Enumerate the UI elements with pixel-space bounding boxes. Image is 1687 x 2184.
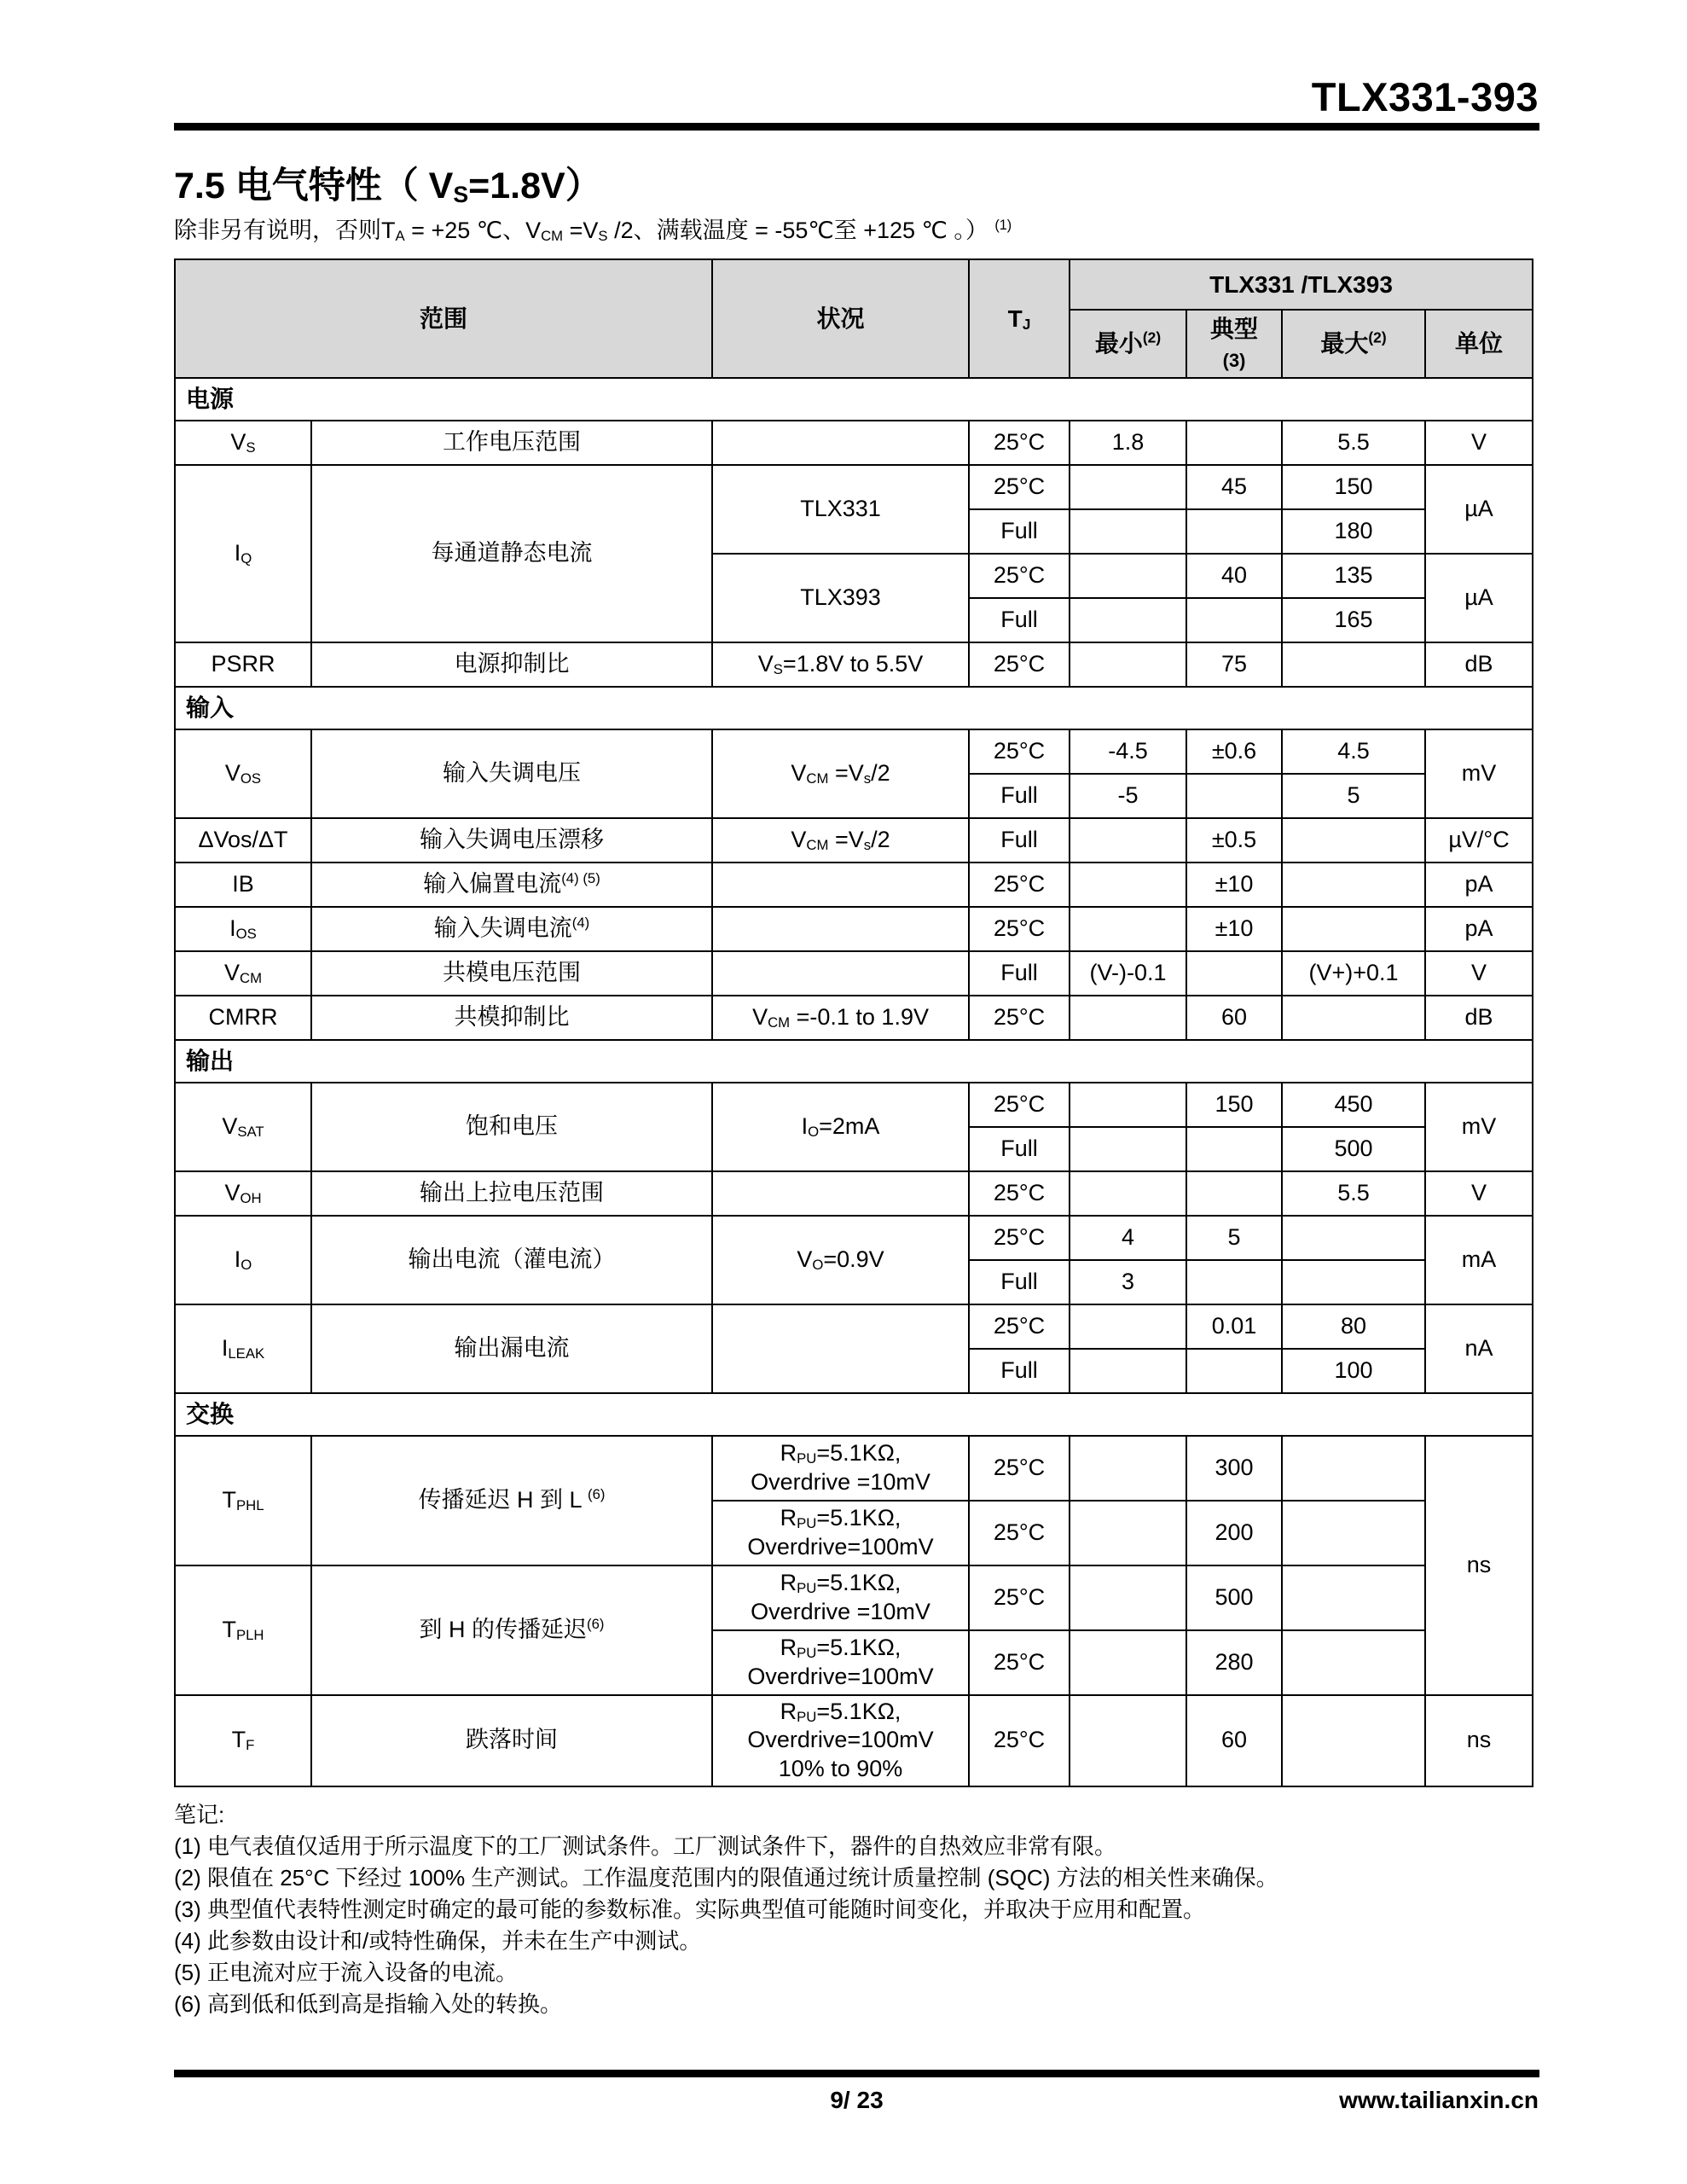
max-value bbox=[1282, 996, 1425, 1040]
col-header-max: 最大$^{(2)}$ bbox=[1282, 310, 1425, 378]
min-value bbox=[1070, 465, 1186, 509]
unit-value: ns bbox=[1425, 1436, 1533, 1695]
param-condition bbox=[712, 421, 969, 465]
min-value bbox=[1070, 1565, 1186, 1630]
param-symbol: $T_{PHL}$ bbox=[175, 1436, 311, 1565]
min-value: 4 bbox=[1070, 1216, 1186, 1260]
typ-value: 40 bbox=[1186, 554, 1282, 598]
tj-value: Full bbox=[969, 1349, 1070, 1393]
max-value bbox=[1282, 1630, 1425, 1695]
typ-value bbox=[1186, 1127, 1282, 1171]
max-value bbox=[1282, 1216, 1425, 1260]
tj-value: 25°C bbox=[969, 1565, 1070, 1630]
tj-value: 25°C bbox=[969, 1216, 1070, 1260]
min-value bbox=[1070, 1304, 1186, 1349]
param-description: 输入失调电压 bbox=[311, 729, 712, 818]
table-body bbox=[175, 259, 1533, 1786]
min-value bbox=[1070, 818, 1186, 863]
unit-value: ns bbox=[1425, 1695, 1533, 1786]
tj-value: Full bbox=[969, 818, 1070, 863]
min-value bbox=[1070, 642, 1186, 687]
param-symbol: $V_{CM}$ bbox=[175, 951, 311, 996]
param-condition bbox=[712, 1171, 969, 1216]
max-value: (V+)+0.1 bbox=[1282, 951, 1425, 996]
tj-value: 25°C bbox=[969, 863, 1070, 907]
param-description: 传播延迟 H 到 L $^{(6)}$ bbox=[311, 1436, 712, 1565]
param-condition: $V_{CM} =V_s/2$ bbox=[712, 818, 969, 863]
typ-value bbox=[1186, 509, 1282, 554]
table-row bbox=[175, 465, 1533, 509]
max-value: 5.5 bbox=[1282, 1171, 1425, 1216]
col-header-condition: 状况 bbox=[712, 259, 969, 378]
note-line: (2) 限值在 25°C 下经过 100% 生产测试。工作温度范围内的限值通过统计质量控制 (SQC) 方法的相关性来确保。 bbox=[174, 1864, 1278, 1891]
param-description: 跌落时间 bbox=[311, 1695, 712, 1786]
param-symbol: CMRR bbox=[175, 996, 311, 1040]
typ-value bbox=[1186, 1260, 1282, 1304]
group-header-part-numbers: TLX331 /TLX393 bbox=[1070, 259, 1533, 310]
table-row bbox=[175, 1695, 1533, 1786]
typ-value: 280 bbox=[1186, 1630, 1282, 1695]
document-title: TLX331-393 bbox=[1311, 74, 1539, 119]
min-value bbox=[1070, 1171, 1186, 1216]
param-condition: TLX331 bbox=[712, 465, 969, 554]
param-symbol: $I_Q$ bbox=[175, 465, 311, 642]
note-line: (6) 高到低和低到高是指输入处的转换。 bbox=[174, 1990, 563, 2017]
param-condition: $V_S=1.8V$ to 5.5V bbox=[712, 642, 969, 687]
min-value bbox=[1070, 1436, 1186, 1501]
tj-value: Full bbox=[969, 1260, 1070, 1304]
typ-value bbox=[1186, 1349, 1282, 1393]
param-description: 输入失调电流$^{(4)}$ bbox=[311, 907, 712, 951]
typ-value: 45 bbox=[1186, 465, 1282, 509]
param-symbol: $I_{LEAK}$ bbox=[175, 1304, 311, 1393]
table-row bbox=[175, 687, 1533, 729]
section-title: 7.5 电气特性（ $V_S=1.8V$） bbox=[174, 166, 602, 207]
typ-value: 75 bbox=[1186, 642, 1282, 687]
page-content bbox=[174, 166, 1540, 2020]
tj-value: Full bbox=[969, 951, 1070, 996]
param-symbol: PSRR bbox=[175, 642, 311, 687]
col-header-range: 范围 bbox=[175, 259, 712, 378]
unit-value: pA bbox=[1425, 863, 1533, 907]
min-value bbox=[1070, 1349, 1186, 1393]
param-description: 输出电流（灌电流） bbox=[311, 1216, 712, 1304]
param-condition bbox=[712, 1304, 969, 1393]
param-condition bbox=[712, 951, 969, 996]
tj-value: 25°C bbox=[969, 1304, 1070, 1349]
param-symbol: $V_{SAT}$ bbox=[175, 1083, 311, 1171]
typ-value: 60 bbox=[1186, 1695, 1282, 1786]
typ-value bbox=[1186, 1171, 1282, 1216]
table-row bbox=[175, 996, 1533, 1040]
min-value: -5 bbox=[1070, 774, 1186, 818]
max-value: 80 bbox=[1282, 1304, 1425, 1349]
param-description: 饱和电压 bbox=[311, 1083, 712, 1171]
unit-value: nA bbox=[1425, 1304, 1533, 1393]
typ-value: 5 bbox=[1186, 1216, 1282, 1260]
max-value: 135 bbox=[1282, 554, 1425, 598]
tj-value: 25°C bbox=[969, 729, 1070, 774]
param-symbol: IB bbox=[175, 863, 311, 907]
table-row bbox=[175, 951, 1533, 996]
unit-value: µA bbox=[1425, 554, 1533, 642]
website-text: www.tailianxin.cn bbox=[1339, 2087, 1539, 2113]
unit-value: V bbox=[1425, 951, 1533, 996]
min-value bbox=[1070, 907, 1186, 951]
unit-value: mV bbox=[1425, 1083, 1533, 1171]
min-value: (V-)-0.1 bbox=[1070, 951, 1186, 996]
table-row bbox=[175, 1304, 1533, 1349]
param-description: 共模电压范围 bbox=[311, 951, 712, 996]
min-value bbox=[1070, 863, 1186, 907]
param-symbol: $I_{OS}$ bbox=[175, 907, 311, 951]
unit-value: pA bbox=[1425, 907, 1533, 951]
col-header-typ: 典型 (3) bbox=[1186, 310, 1282, 378]
typ-value: ±10 bbox=[1186, 907, 1282, 951]
param-description: 电源抑制比 bbox=[311, 642, 712, 687]
max-value: 4.5 bbox=[1282, 729, 1425, 774]
param-condition bbox=[712, 863, 969, 907]
table-row bbox=[175, 1083, 1533, 1127]
param-condition: TLX393 bbox=[712, 554, 969, 642]
tj-value: 25°C bbox=[969, 1695, 1070, 1786]
unit-value: mA bbox=[1425, 1216, 1533, 1304]
notes-title: 笔记: bbox=[174, 1801, 225, 1827]
max-value bbox=[1282, 1436, 1425, 1501]
min-value: 1.8 bbox=[1070, 421, 1186, 465]
max-value bbox=[1282, 907, 1425, 951]
param-description: 输出上拉电压范围 bbox=[311, 1171, 712, 1216]
unit-value: mV bbox=[1425, 729, 1533, 818]
table-row bbox=[175, 642, 1533, 687]
col-header-min: 最小$^{(2)}$ bbox=[1070, 310, 1186, 378]
typ-value: 150 bbox=[1186, 1083, 1282, 1127]
col-header-tj: $T_J$ bbox=[969, 259, 1070, 378]
min-value bbox=[1070, 1630, 1186, 1695]
min-value bbox=[1070, 1083, 1186, 1127]
min-value bbox=[1070, 598, 1186, 642]
tj-value: 25°C bbox=[969, 1630, 1070, 1695]
unit-value: µV/°C bbox=[1425, 818, 1533, 863]
param-condition: $R_{PU}=5.1K\Omega$, Overdrive=100mV 10% to 90% bbox=[712, 1695, 969, 1786]
note-line: (1) 电气表值仅适用于所示温度下的工厂测试条件。工厂测试条件下，器件的自热效应非常有限。 bbox=[174, 1833, 1117, 1859]
min-value: -4.5 bbox=[1070, 729, 1186, 774]
typ-value: ±10 bbox=[1186, 863, 1282, 907]
table-row bbox=[175, 729, 1533, 774]
table-row bbox=[175, 818, 1533, 863]
table-row bbox=[175, 1216, 1533, 1260]
table-row bbox=[175, 863, 1533, 907]
tj-value: Full bbox=[969, 509, 1070, 554]
param-condition: $R_{PU}=5.1K\Omega$, Overdrive=100mV bbox=[712, 1630, 969, 1695]
table-row bbox=[175, 1436, 1533, 1501]
header-rule bbox=[174, 123, 1539, 131]
unit-value: V bbox=[1425, 1171, 1533, 1216]
typ-value bbox=[1186, 598, 1282, 642]
tj-value: 25°C bbox=[969, 1501, 1070, 1565]
section-input: 输入 bbox=[175, 687, 1533, 729]
table-row bbox=[175, 1171, 1533, 1216]
max-value bbox=[1282, 1501, 1425, 1565]
max-value bbox=[1282, 818, 1425, 863]
param-symbol: $V_{OH}$ bbox=[175, 1171, 311, 1216]
typ-value bbox=[1186, 951, 1282, 996]
param-symbol: $T_{PLH}$ bbox=[175, 1565, 311, 1695]
max-value bbox=[1282, 1260, 1425, 1304]
param-symbol: ΔVos/ΔT bbox=[175, 818, 311, 863]
max-value bbox=[1282, 642, 1425, 687]
section-power: 电源 bbox=[175, 378, 1533, 421]
tj-value: 25°C bbox=[969, 996, 1070, 1040]
notes bbox=[174, 1799, 1540, 2020]
tj-value: Full bbox=[969, 1127, 1070, 1171]
unit-value: dB bbox=[1425, 996, 1533, 1040]
typ-value: 200 bbox=[1186, 1501, 1282, 1565]
max-value bbox=[1282, 1695, 1425, 1786]
param-condition: $V_{CM} =V_s/2$ bbox=[712, 729, 969, 818]
param-condition: $V_O=0.9V$ bbox=[712, 1216, 969, 1304]
max-value: 450 bbox=[1282, 1083, 1425, 1127]
param-description: 输出漏电流 bbox=[311, 1304, 712, 1393]
min-value bbox=[1070, 1695, 1186, 1786]
param-symbol: $T_F$ bbox=[175, 1695, 311, 1786]
tj-value: 25°C bbox=[969, 1171, 1070, 1216]
max-value: 500 bbox=[1282, 1127, 1425, 1171]
param-condition: $V_{CM} =-0.1$ to 1.9V bbox=[712, 996, 969, 1040]
table-row bbox=[175, 421, 1533, 465]
min-value bbox=[1070, 1127, 1186, 1171]
table-row bbox=[175, 1393, 1533, 1436]
tj-value: 25°C bbox=[969, 554, 1070, 598]
table-row bbox=[175, 907, 1533, 951]
tj-value: 25°C bbox=[969, 421, 1070, 465]
note-line: (5) 正电流对应于流入设备的电流。 bbox=[174, 1959, 519, 1985]
min-value bbox=[1070, 1501, 1186, 1565]
typ-value: 300 bbox=[1186, 1436, 1282, 1501]
note-line: (3) 典型值代表特性测定时确定的最可能的参数标准。实际典型值可能随时间变化，并取决于应用和配置。 bbox=[174, 1896, 1206, 1922]
max-value bbox=[1282, 1565, 1425, 1630]
footer-rule bbox=[174, 2070, 1539, 2077]
param-description: 输入失调电压漂移 bbox=[311, 818, 712, 863]
param-condition: $R_{PU}=5.1K\Omega$, Overdrive =10mV bbox=[712, 1565, 969, 1630]
param-condition: $I_O=2mA$ bbox=[712, 1083, 969, 1171]
typ-value: 500 bbox=[1186, 1565, 1282, 1630]
tj-value: 25°C bbox=[969, 1436, 1070, 1501]
tj-value: 25°C bbox=[969, 642, 1070, 687]
min-value: 3 bbox=[1070, 1260, 1186, 1304]
table-row bbox=[175, 1565, 1533, 1630]
max-value: 165 bbox=[1282, 598, 1425, 642]
section-output: 输出 bbox=[175, 1040, 1533, 1083]
param-condition bbox=[712, 907, 969, 951]
param-description: 到 H 的传播延迟$^{(6)}$ bbox=[311, 1565, 712, 1695]
section-switching: 交换 bbox=[175, 1393, 1533, 1436]
typ-value: 0.01 bbox=[1186, 1304, 1282, 1349]
typ-value bbox=[1186, 421, 1282, 465]
tj-value: 25°C bbox=[969, 465, 1070, 509]
min-value bbox=[1070, 996, 1186, 1040]
section-subtitle: 除非另有说明，否则$T_A = +25$ ℃、$V_{CM} =V_S$ /2、满载温度 = -55℃至 +125 ℃ 。） $^{(1)}$ bbox=[174, 218, 1012, 245]
param-condition: $R_{PU}=5.1K\Omega$, Overdrive=100mV bbox=[712, 1501, 969, 1565]
unit-value: µA bbox=[1425, 465, 1533, 554]
param-description: 工作电压范围 bbox=[311, 421, 712, 465]
tj-value: 25°C bbox=[969, 1083, 1070, 1127]
max-value: 5.5 bbox=[1282, 421, 1425, 465]
typ-value: ±0.6 bbox=[1186, 729, 1282, 774]
typ-value: ±0.5 bbox=[1186, 818, 1282, 863]
param-condition: $R_{PU}=5.1K\Omega$, Overdrive =10mV bbox=[712, 1436, 969, 1501]
max-value: 180 bbox=[1282, 509, 1425, 554]
param-description: 每通道静态电流 bbox=[311, 465, 712, 642]
max-value: 100 bbox=[1282, 1349, 1425, 1393]
max-value: 5 bbox=[1282, 774, 1425, 818]
unit-value: dB bbox=[1425, 642, 1533, 687]
table-row bbox=[175, 378, 1533, 421]
unit-value: V bbox=[1425, 421, 1533, 465]
electrical-characteristics-table bbox=[174, 258, 1533, 1787]
typ-value bbox=[1186, 774, 1282, 818]
min-value bbox=[1070, 509, 1186, 554]
tj-value: 25°C bbox=[969, 907, 1070, 951]
param-symbol: $V_S$ bbox=[175, 421, 311, 465]
min-value bbox=[1070, 554, 1186, 598]
typ-value: 60 bbox=[1186, 996, 1282, 1040]
col-header-unit: 单位 bbox=[1425, 310, 1533, 378]
param-description: 共模抑制比 bbox=[311, 996, 712, 1040]
param-symbol: $V_{OS}$ bbox=[175, 729, 311, 818]
table-row bbox=[175, 1040, 1533, 1083]
tj-value: Full bbox=[969, 774, 1070, 818]
param-symbol: $I_O$ bbox=[175, 1216, 311, 1304]
page-number: 9/ 23 bbox=[830, 2087, 884, 2113]
note-line: (4) 此参数由设计和/或特性确保，并未在生产中测试。 bbox=[174, 1927, 702, 1954]
max-value bbox=[1282, 863, 1425, 907]
param-description: 输入偏置电流$^{(4) (5)}$ bbox=[311, 863, 712, 907]
max-value: 150 bbox=[1282, 465, 1425, 509]
table-row bbox=[175, 259, 1533, 310]
tj-value: Full bbox=[969, 598, 1070, 642]
